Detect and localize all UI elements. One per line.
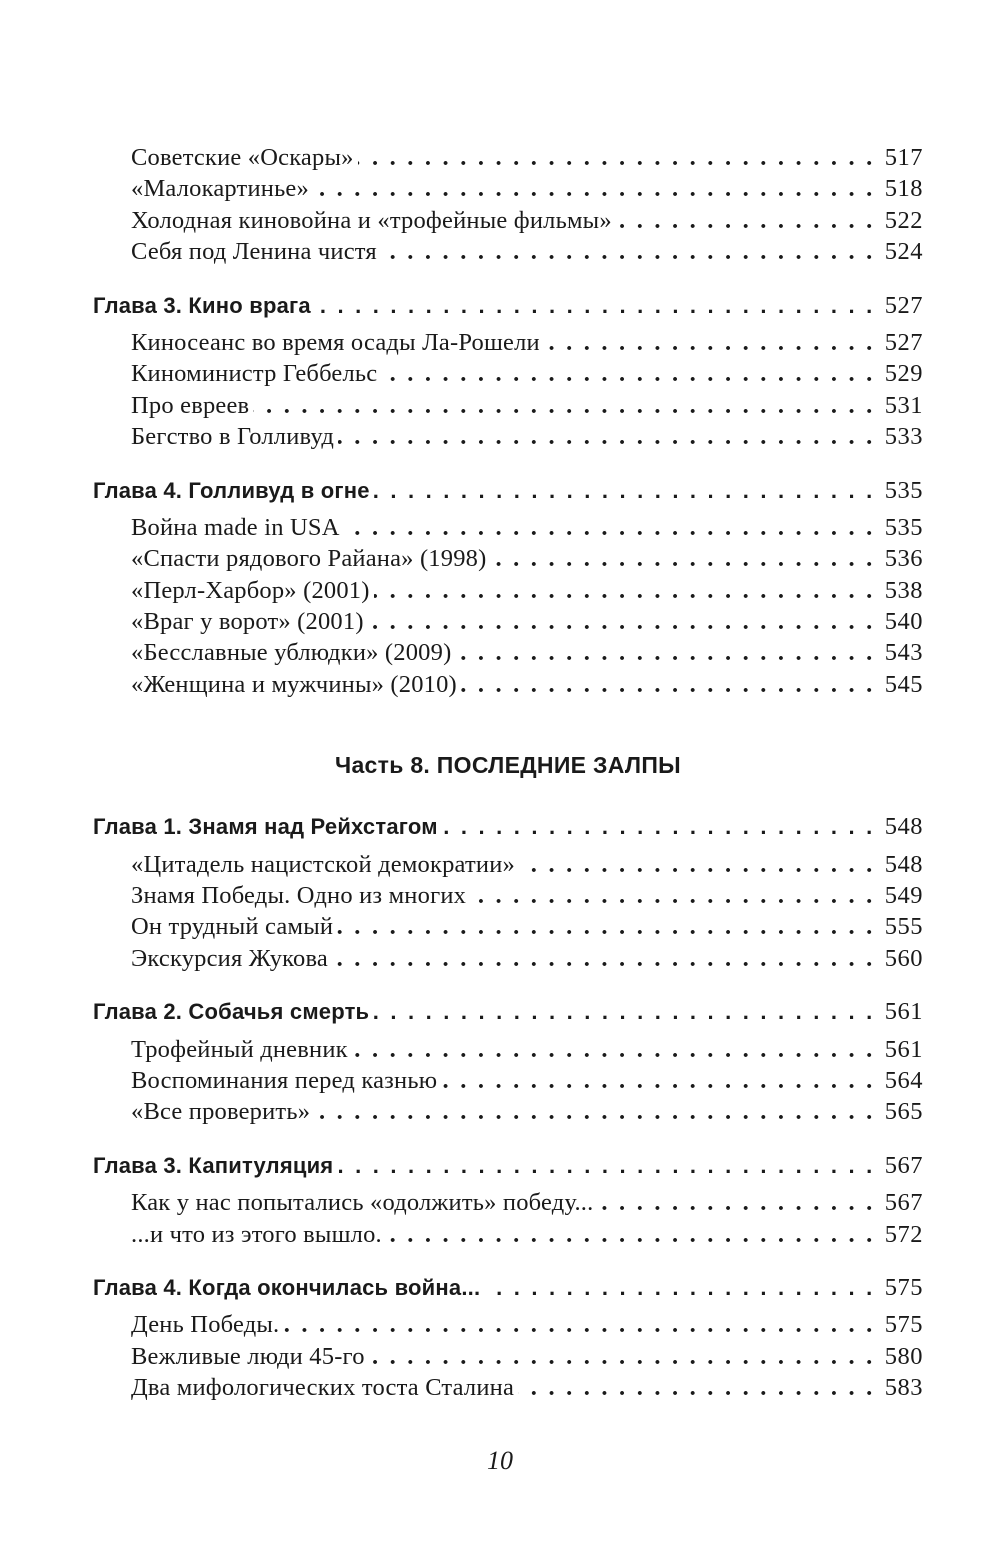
toc-entry[interactable]	[93, 1034, 923, 1065]
toc-entry[interactable]	[93, 236, 923, 267]
toc-entry-title: Как у нас попытались «одолжить» победу...	[131, 1189, 594, 1217]
toc-entry-page: 549	[884, 882, 923, 910]
leader-dots	[369, 1341, 875, 1372]
toc-entry-title: ...и что из этого вышло.	[131, 1220, 382, 1248]
leader-dots	[490, 543, 875, 574]
toc-entry-page: 560	[884, 944, 923, 972]
leader-dots	[283, 1309, 875, 1340]
leader-dots	[313, 173, 875, 204]
toc-entry-title: Себя под Ленина чистя	[131, 238, 377, 266]
toc-entry[interactable]	[93, 606, 923, 637]
toc-entry-title: Он трудный самый	[131, 913, 334, 941]
toc-group	[93, 290, 923, 453]
toc-entry-page: 564	[884, 1066, 923, 1094]
toc-entry[interactable]	[93, 205, 923, 236]
toc-chapter[interactable]	[93, 475, 923, 506]
toc-entry-page: 527	[884, 328, 923, 356]
toc-chapter[interactable]	[93, 290, 923, 321]
toc-entry-page: 561	[884, 1035, 923, 1063]
toc-entry-title: Советские «Оскары»	[131, 144, 354, 171]
toc-entry[interactable]	[93, 512, 923, 543]
leader-dots	[442, 811, 875, 842]
toc-entry-title: Трофейный дневник	[131, 1035, 348, 1063]
toc-chapter[interactable]	[93, 996, 923, 1027]
toc-entry-page: 538	[884, 576, 923, 604]
table-of-contents	[93, 142, 923, 1404]
toc-chapter-title: Глава 4. Когда окончилась война...	[93, 1274, 481, 1300]
toc-group	[93, 811, 923, 974]
toc-chapter-page: 535	[884, 476, 923, 504]
toc-entry-title: Киноминистр Геббельс	[131, 360, 378, 388]
toc-entry[interactable]	[93, 142, 923, 173]
toc-entry-title: Вежливые люди 45-го	[131, 1342, 365, 1370]
toc-entry-page: 580	[884, 1342, 923, 1370]
toc-entry[interactable]	[93, 1096, 923, 1127]
toc-group	[93, 475, 923, 701]
toc-entry-title: День Победы.	[131, 1311, 280, 1339]
toc-entry[interactable]	[93, 1065, 923, 1096]
toc-entry[interactable]	[93, 849, 923, 880]
toc-chapter[interactable]	[93, 1150, 923, 1181]
toc-chapter[interactable]	[93, 1272, 923, 1303]
toc-chapter-title: Глава 1. Знамя над Рейхстагом	[93, 814, 438, 840]
toc-entry-title: Холодная киновойна и «трофейные фильмы»	[131, 206, 612, 234]
toc-entry-title: «Малокартинье»	[131, 175, 309, 203]
toc-entry[interactable]	[93, 1341, 923, 1372]
toc-entry-title: «Все проверить»	[131, 1098, 311, 1126]
toc-entry-page: 536	[884, 545, 923, 573]
toc-entry-title: «Бесславные ублюдки» (2009)	[131, 639, 452, 667]
leader-dots	[374, 575, 875, 606]
toc-entry[interactable]	[93, 358, 923, 389]
toc-entry[interactable]	[93, 669, 923, 700]
toc-entry[interactable]	[93, 421, 923, 452]
leader-dots	[386, 1219, 875, 1250]
toc-chapter-title: Глава 3. Капитуляция	[93, 1152, 334, 1178]
leader-dots	[253, 390, 875, 421]
toc-entry[interactable]	[93, 327, 923, 358]
toc-entry[interactable]	[93, 543, 923, 574]
page-number: 10	[487, 1446, 513, 1475]
toc-entry[interactable]	[93, 1372, 923, 1403]
toc-entry[interactable]	[93, 575, 923, 606]
toc-entry-page: 522	[884, 206, 923, 234]
toc-group	[93, 1150, 923, 1250]
toc-entry-page: 529	[884, 360, 923, 388]
toc-entry[interactable]	[93, 173, 923, 204]
part-heading[interactable]: Часть 8. ПОСЛЕДНИЕ ЗАЛПЫ	[335, 752, 681, 779]
toc-chapter-page: 548	[884, 813, 923, 841]
toc-entry[interactable]	[93, 1219, 923, 1250]
toc-entry-title: Два мифологических тоста Сталина	[131, 1374, 515, 1402]
leader-dots	[315, 290, 875, 321]
toc-entry-page: 583	[884, 1374, 923, 1402]
toc-entry-title: «Женщина и мужчины» (2010)	[131, 670, 457, 698]
toc-entry-page: 545	[884, 670, 923, 698]
toc-group	[93, 142, 923, 268]
toc-entry[interactable]	[93, 637, 923, 668]
leader-dots	[352, 1034, 875, 1065]
toc-entry-page: 531	[884, 391, 923, 419]
toc-entry-title: Про евреев	[131, 391, 250, 419]
leader-dots	[461, 669, 875, 700]
leader-dots	[381, 358, 875, 389]
toc-chapter-page: 561	[884, 998, 923, 1026]
toc-chapter-page: 575	[884, 1273, 923, 1301]
toc-entry-page: 572	[884, 1220, 923, 1248]
leader-dots	[381, 236, 875, 267]
toc-entry[interactable]	[93, 943, 923, 974]
toc-chapter-title: Глава 3. Кино врага	[93, 292, 311, 318]
toc-entry-title: Бегство в Голливуд	[131, 423, 335, 451]
toc-entry[interactable]	[93, 911, 923, 942]
leader-dots	[373, 996, 875, 1027]
leader-dots	[337, 911, 875, 942]
leader-dots	[374, 475, 875, 506]
toc-entry-page: 555	[884, 913, 923, 941]
toc-entry-title: «Спасти рядового Райана» (1998)	[131, 545, 487, 573]
toc-chapter-title: Глава 2. Собачья смерть	[93, 999, 370, 1025]
leader-dots	[337, 1150, 875, 1181]
leader-dots	[441, 1065, 875, 1096]
toc-entry-page: 540	[884, 608, 923, 636]
toc-entry-title: «Враг у ворот» (2001)	[131, 608, 364, 636]
toc-entry-page: 567	[884, 1189, 923, 1217]
toc-chapter-page: 527	[884, 291, 923, 319]
toc-entry-page: 518	[884, 175, 923, 203]
leader-dots	[484, 1272, 875, 1303]
toc-entry-title: Воспоминания перед казнью	[131, 1066, 438, 1094]
leader-dots	[519, 849, 875, 880]
leader-dots	[518, 1372, 875, 1403]
toc-entry-title: «Цитадель нацистской демократии»	[131, 850, 515, 878]
leader-dots	[368, 606, 875, 637]
toc-group	[93, 996, 923, 1128]
toc-entry[interactable]	[93, 1187, 923, 1218]
toc-entry-page: 575	[884, 1311, 923, 1339]
toc-entry-title: Война made in USA	[131, 513, 340, 541]
toc-group	[93, 1272, 923, 1404]
leader-dots	[470, 880, 875, 911]
toc-chapter[interactable]	[93, 811, 923, 842]
leader-dots	[616, 205, 875, 236]
toc-entry[interactable]	[93, 1309, 923, 1340]
leader-dots	[344, 512, 875, 543]
toc-entry-page: 565	[884, 1098, 923, 1126]
toc-entry-page: 524	[884, 238, 923, 266]
toc-entry-page: 517	[884, 144, 923, 171]
toc-entry-page: 548	[884, 850, 923, 878]
toc-entry-page: 543	[884, 639, 923, 667]
toc-entry[interactable]	[93, 390, 923, 421]
leader-dots	[332, 943, 875, 974]
toc-entry-page: 535	[884, 513, 923, 541]
leader-dots	[544, 327, 875, 358]
leader-dots	[358, 142, 875, 173]
toc-entry[interactable]	[93, 880, 923, 911]
leader-dots	[338, 421, 875, 452]
toc-chapter-title: Глава 4. Голливуд в огне	[93, 477, 370, 503]
toc-entry-title: «Перл-Харбор» (2001)	[131, 576, 370, 604]
toc-entry-title: Киносеанс во время осады Ла-Рошели	[131, 328, 540, 356]
toc-entry-title: Экскурсия Жукова	[131, 944, 329, 972]
leader-dots	[455, 637, 875, 668]
leader-dots	[314, 1096, 875, 1127]
toc-entry-title: Знамя Победы. Одно из многих	[131, 882, 467, 910]
toc-chapter-page: 567	[884, 1151, 923, 1179]
leader-dots	[597, 1187, 875, 1218]
toc-entry-page: 533	[884, 423, 923, 451]
